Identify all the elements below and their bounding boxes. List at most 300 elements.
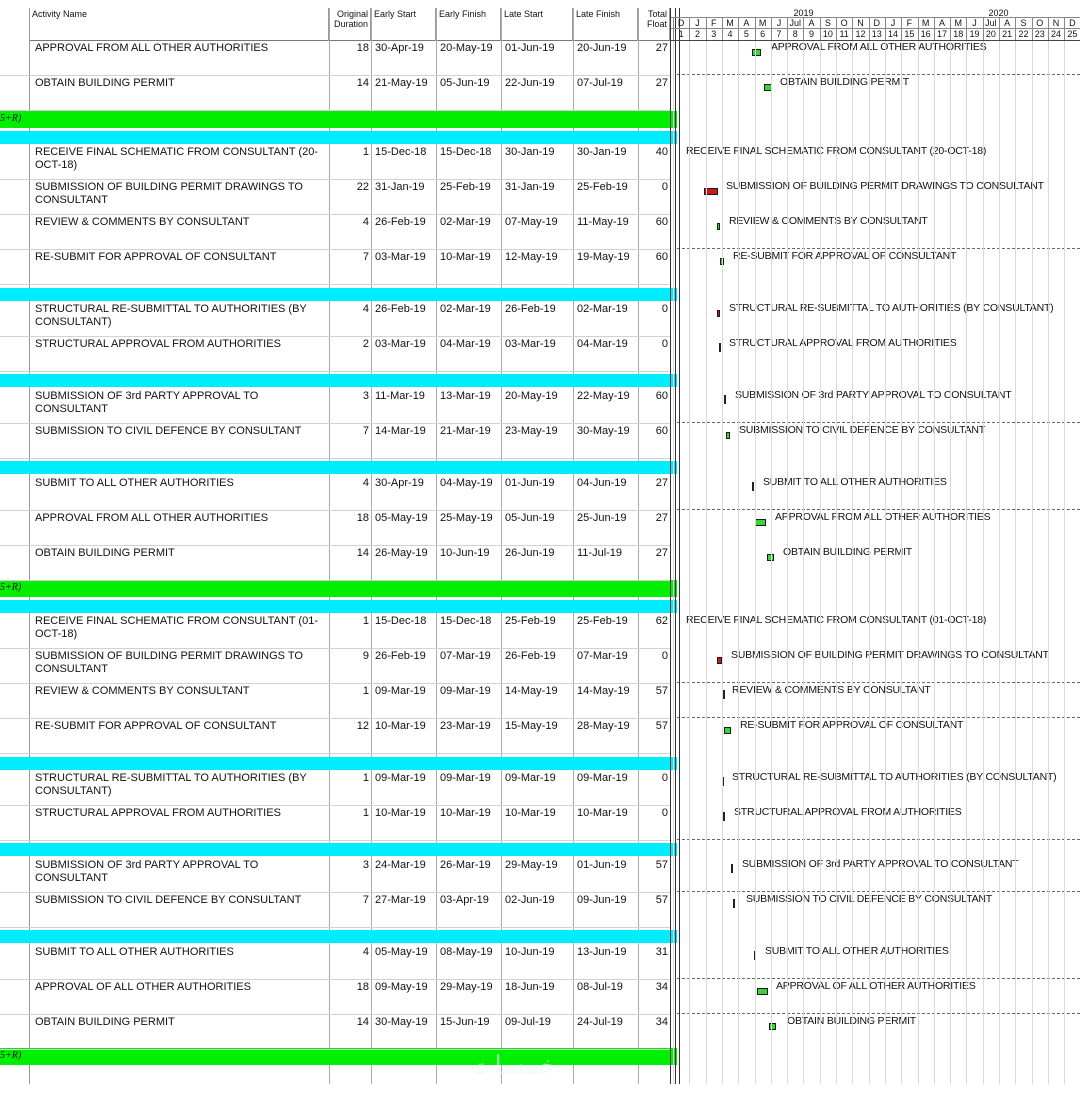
timeline-period: 23 — [1034, 29, 1045, 39]
late-finish-cell: 07-Mar-19 — [577, 650, 628, 662]
early-start-cell: 30-May-19 — [375, 1016, 428, 1028]
late-start-cell: 25-Feb-19 — [505, 615, 556, 627]
timeline-period: 24 — [1051, 29, 1062, 39]
gantt-bar-label: OBTAIN BUILDING PERMIT — [787, 1015, 917, 1027]
early-start-cell: 09-Mar-19 — [375, 685, 426, 697]
timeline-grid — [901, 18, 902, 41]
timeline-month: D — [1069, 18, 1076, 28]
gantt-gridline — [722, 41, 723, 1084]
timeline-month: Jul — [985, 18, 997, 28]
duration-cell: 14 — [356, 77, 369, 89]
activity-name-cell: OBTAIN BUILDING PERMIT — [35, 1016, 175, 1028]
early-start-cell: 05-May-19 — [375, 946, 428, 958]
total-float-cell: 60 — [655, 216, 668, 228]
late-start-cell: 26-Jun-19 — [505, 547, 555, 559]
timeline-grid — [803, 18, 804, 41]
timeline-year-2020: 2020 — [988, 8, 1009, 18]
timeline-grid — [1048, 18, 1049, 41]
row-divider — [0, 110, 670, 111]
gantt-gridline — [983, 41, 984, 1084]
early-finish-cell: 02-Mar-19 — [440, 216, 491, 228]
early-finish-cell: 05-Jun-19 — [440, 77, 490, 89]
gantt-gridline — [918, 41, 919, 1084]
gantt-gridline — [820, 41, 821, 1084]
row-divider — [0, 371, 670, 372]
timeline-period: 10 — [822, 29, 833, 39]
total-float-cell: 27 — [655, 42, 668, 54]
late-finish-cell: 25-Feb-19 — [577, 181, 628, 193]
early-finish-cell: 02-Mar-19 — [440, 303, 491, 315]
timeline-month: M — [954, 18, 962, 28]
row-divider — [0, 336, 670, 337]
timeline-year-2019: 2019 — [793, 8, 814, 18]
timeline-month: Jul — [789, 18, 801, 28]
total-float-cell: 57 — [655, 894, 668, 906]
duration-cell: 4 — [362, 216, 369, 228]
timeline-month: S — [824, 18, 831, 28]
wbs-band[interactable] — [0, 111, 670, 128]
late-finish-cell: 25-Jun-19 — [577, 512, 627, 524]
header-late-finish[interactable]: Late Finish — [573, 8, 638, 41]
early-finish-cell: 09-Mar-19 — [440, 772, 491, 784]
timeline-grid — [706, 18, 707, 41]
duration-cell: 7 — [362, 251, 369, 263]
row-divider — [0, 249, 670, 250]
row-divider — [0, 545, 670, 546]
timeline-month: O — [840, 18, 848, 28]
early-start-cell: 27-Mar-19 — [375, 894, 426, 906]
timeline-month: D — [677, 18, 685, 28]
header-total-float[interactable]: Total Float — [638, 8, 670, 41]
gantt-gridline — [1048, 41, 1049, 1084]
early-start-cell: 26-Feb-19 — [375, 303, 426, 315]
early-finish-cell: 15-Dec-18 — [440, 146, 492, 158]
timeline-period: 25 — [1067, 29, 1078, 39]
late-finish-cell: 28-May-19 — [577, 720, 630, 732]
early-start-cell: 15-Dec-18 — [375, 615, 427, 627]
gantt-bar-label: SUBMISSION OF 3rd PARTY APPROVAL TO CONSULTANT — [735, 389, 1012, 401]
gantt-bar-label: RECEIVE FINAL SCHEMATIC FROM CONSULTANT (01-OCT-18) — [686, 614, 987, 626]
timeline-header-border — [671, 17, 1080, 18]
timeline-grid — [852, 18, 853, 41]
wbs-subband[interactable] — [0, 131, 670, 144]
timeline-grid — [918, 18, 919, 41]
timeline-period: 12 — [855, 29, 866, 39]
timeline-period: 22 — [1018, 29, 1029, 39]
late-start-cell: 03-Mar-19 — [505, 338, 556, 350]
late-start-cell: 01-Jun-19 — [505, 42, 555, 54]
timeline-month: S — [1020, 18, 1027, 28]
timeline-grid — [771, 18, 772, 41]
activity-name-cell: STRUCTURAL RE-SUBMITTAL TO AUTHORITIES (BY CONSULTANT) — [35, 303, 307, 328]
late-start-cell: 01-Jun-19 — [505, 477, 555, 489]
late-start-cell: 18-Jun-19 — [505, 981, 555, 993]
wbs-band-label: 5+R) — [0, 113, 22, 124]
row-divider — [0, 805, 670, 806]
duration-cell: 7 — [362, 425, 369, 437]
row-divider — [0, 214, 670, 215]
late-finish-cell: 10-Mar-19 — [577, 807, 628, 819]
column-divider — [638, 8, 639, 1084]
late-finish-cell: 13-Jun-19 — [577, 946, 627, 958]
total-float-cell: 60 — [655, 390, 668, 402]
timeline-period: 9 — [809, 29, 815, 39]
timeline-grid — [983, 18, 984, 41]
timeline-grid — [1064, 18, 1065, 41]
early-finish-cell: 03-Apr-19 — [440, 894, 489, 906]
total-float-cell: 0 — [661, 650, 668, 662]
timeline-month: N — [857, 18, 864, 28]
activity-name-cell: RECEIVE FINAL SCHEMATIC FROM CONSULTANT (01-OCT-18) — [35, 615, 318, 640]
late-finish-cell: 30-May-19 — [577, 425, 630, 437]
row-divider — [0, 179, 670, 180]
timeline-period: 4 — [727, 29, 733, 39]
timeline-grid — [1032, 18, 1033, 41]
early-finish-cell: 10-Mar-19 — [440, 251, 491, 263]
watermark-logo: خمسات — [470, 1050, 557, 1080]
gantt-gridline — [901, 41, 902, 1084]
late-start-cell: 29-May-19 — [505, 859, 558, 871]
total-float-cell: 0 — [661, 181, 668, 193]
timeline-grid — [836, 18, 837, 41]
activity-name-cell: STRUCTURAL APPROVAL FROM AUTHORITIES — [35, 338, 281, 350]
activity-name-cell: STRUCTURAL RE-SUBMITTAL TO AUTHORITIES (BY CONSULTANT) — [35, 772, 307, 797]
early-start-cell: 05-May-19 — [375, 512, 428, 524]
row-divider — [0, 580, 670, 581]
duration-cell: 4 — [362, 946, 369, 958]
timeline-month: F — [906, 18, 913, 28]
early-start-cell: 31-Jan-19 — [375, 181, 425, 193]
wbs-band[interactable] — [0, 580, 670, 597]
gantt-gridline — [673, 41, 674, 1084]
gantt-gridline — [1064, 41, 1065, 1084]
row-divider — [0, 510, 670, 511]
activity-name-cell: REVIEW & COMMENTS BY CONSULTANT — [35, 685, 250, 697]
total-float-cell: 60 — [655, 425, 668, 437]
activity-name-cell: OBTAIN BUILDING PERMIT — [35, 77, 175, 89]
early-start-cell: 26-Feb-19 — [375, 650, 426, 662]
timeline-grid — [689, 18, 690, 41]
timeline-month: M — [758, 18, 767, 28]
early-finish-cell: 08-May-19 — [440, 946, 493, 958]
duration-cell: 1 — [362, 807, 369, 819]
gantt-bar-label: SUBMISSION OF BUILDING PERMIT DRAWINGS TO CONSULTANT — [726, 180, 1044, 192]
total-float-cell: 0 — [661, 303, 668, 315]
activity-name-cell: SUBMISSION OF BUILDING PERMIT DRAWINGS TO CONSULTANT — [35, 181, 303, 206]
timeline-period: 18 — [953, 29, 964, 39]
activity-name-cell: OBTAIN BUILDING PERMIT — [35, 547, 175, 559]
timeline-period: 11 — [839, 29, 849, 39]
duration-cell: 18 — [356, 512, 369, 524]
row-divider — [0, 979, 670, 980]
timeline-period: 17 — [936, 29, 947, 39]
row-divider — [0, 683, 670, 684]
late-start-cell: 09-Jul-19 — [505, 1016, 551, 1028]
late-finish-cell: 14-May-19 — [577, 685, 630, 697]
wbs-subband[interactable] — [0, 930, 670, 943]
header-original-duration[interactable]: Original Duration — [329, 8, 371, 41]
timeline-period: 21 — [1002, 29, 1013, 39]
timeline-month: A — [1004, 18, 1011, 28]
row-divider — [0, 1049, 670, 1050]
early-finish-cell: 25-Feb-19 — [440, 181, 491, 193]
row-divider — [0, 753, 670, 754]
row-divider — [0, 423, 670, 424]
column-divider — [573, 8, 574, 1084]
early-finish-cell: 21-Mar-19 — [440, 425, 491, 437]
gantt-bar-label: SUBMISSION TO CIVIL DEFENCE BY CONSULTANT — [746, 893, 992, 905]
early-finish-cell: 23-Mar-19 — [440, 720, 491, 732]
wbs-subband[interactable] — [0, 461, 670, 474]
late-finish-cell: 09-Mar-19 — [577, 772, 628, 784]
wbs-subband[interactable] — [0, 374, 670, 387]
early-start-cell: 30-Apr-19 — [375, 42, 424, 54]
total-float-cell: 57 — [655, 720, 668, 732]
early-finish-cell: 10-Jun-19 — [440, 547, 490, 559]
timeline-grid — [950, 18, 951, 41]
late-finish-cell: 30-Jan-19 — [577, 146, 627, 158]
late-finish-cell: 24-Jul-19 — [577, 1016, 623, 1028]
total-float-cell: 57 — [655, 859, 668, 871]
early-start-cell: 09-May-19 — [375, 981, 428, 993]
gantt-gridline — [787, 41, 788, 1084]
timeline-grid — [722, 18, 723, 41]
gantt-bar-label: RECEIVE FINAL SCHEMATIC FROM CONSULTANT (20-OCT-18) — [686, 145, 987, 157]
late-finish-cell: 01-Jun-19 — [577, 859, 627, 871]
late-start-cell: 22-Jun-19 — [505, 77, 555, 89]
gantt-gridline — [885, 41, 886, 1084]
row-divider — [0, 284, 670, 285]
header-activity-name[interactable]: Activity Name — [29, 8, 329, 41]
activity-name-cell: SUBMIT TO ALL OTHER AUTHORITIES — [35, 477, 234, 489]
gantt-gridline — [869, 41, 870, 1084]
early-start-cell: 11-Mar-19 — [375, 390, 425, 402]
timeline-period: 2 — [694, 29, 700, 39]
timeline-header-border — [671, 40, 1080, 41]
late-finish-cell: 08-Jul-19 — [577, 981, 623, 993]
gantt-bar-label: APPROVAL OF ALL OTHER AUTHORITIES — [776, 980, 976, 992]
column-divider — [501, 8, 502, 1084]
wbs-band-label: 5+R) — [0, 582, 22, 593]
early-finish-cell: 26-Mar-19 — [440, 859, 491, 871]
activity-name-cell: APPROVAL FROM ALL OTHER AUTHORITIES — [35, 42, 269, 54]
early-finish-cell: 20-May-19 — [440, 42, 493, 54]
row-divider — [0, 892, 670, 893]
timeline-period: 13 — [871, 29, 882, 39]
timeline-month: A — [808, 18, 815, 28]
late-finish-cell: 04-Mar-19 — [577, 338, 628, 350]
timeline-month: J — [972, 18, 977, 28]
timeline-grid — [966, 18, 967, 41]
header-early-finish[interactable]: Early Finish — [436, 8, 501, 41]
total-float-cell: 40 — [655, 146, 668, 158]
timeline-month: M — [726, 18, 734, 28]
total-float-cell: 57 — [655, 685, 668, 697]
row-divider — [0, 840, 670, 841]
header-early-start[interactable]: Early Start — [371, 8, 436, 41]
early-start-cell: 30-Apr-19 — [375, 477, 424, 489]
total-float-cell: 34 — [655, 1016, 668, 1028]
gantt-gridline — [999, 41, 1000, 1084]
wbs-subband[interactable] — [0, 843, 670, 856]
duration-cell: 4 — [362, 477, 369, 489]
late-start-cell: 14-May-19 — [505, 685, 558, 697]
row-divider — [0, 648, 670, 649]
late-start-cell: 12-May-19 — [505, 251, 558, 263]
timeline-month: O — [1036, 18, 1044, 28]
activity-name-cell: SUBMISSION TO CIVIL DEFENCE BY CONSULTANT — [35, 425, 302, 437]
wbs-subband[interactable] — [0, 600, 670, 613]
timeline-month: A — [743, 18, 750, 28]
early-finish-cell: 07-Mar-19 — [440, 650, 491, 662]
wbs-band[interactable] — [0, 1048, 670, 1065]
late-finish-cell: 25-Feb-19 — [577, 615, 628, 627]
early-start-cell: 15-Dec-18 — [375, 146, 427, 158]
early-finish-cell: 29-May-19 — [440, 981, 493, 993]
late-start-cell: 31-Jan-19 — [505, 181, 555, 193]
late-start-cell: 20-May-19 — [505, 390, 558, 402]
wbs-subband[interactable] — [0, 757, 670, 770]
gantt-bar-label: SUBMISSION TO CIVIL DEFENCE BY CONSULTANT — [739, 424, 985, 436]
header-late-start[interactable]: Late Start — [501, 8, 573, 41]
timeline-grid — [820, 18, 821, 41]
early-start-cell: 21-May-19 — [375, 77, 428, 89]
activity-name-cell: RE-SUBMIT FOR APPROVAL OF CONSULTANT — [35, 251, 277, 263]
early-start-cell: 14-Mar-19 — [375, 425, 426, 437]
late-finish-cell: 22-May-19 — [577, 390, 630, 402]
gantt-bar-label: RE-SUBMIT FOR APPROVAL OF CONSULTANT — [733, 250, 957, 262]
row-divider — [0, 927, 670, 928]
duration-cell: 18 — [356, 981, 369, 993]
timeline-period: 6 — [760, 29, 766, 39]
timeline-period: 15 — [904, 29, 915, 39]
gantt-chart — [670, 8, 1080, 1084]
activity-name-cell: RECEIVE FINAL SCHEMATIC FROM CONSULTANT (20-OCT-18) — [35, 146, 318, 171]
total-float-cell: 31 — [655, 946, 668, 958]
timeline-month: D — [873, 18, 880, 28]
gantt-bar-label: SUBMIT TO ALL OTHER AUTHORITIES — [765, 945, 949, 957]
gantt-bar-label: OBTAIN BUILDING PERMIT — [780, 76, 910, 88]
gantt-gridline — [755, 41, 756, 1084]
timeline-grid — [1015, 18, 1016, 41]
duration-cell: 1 — [362, 615, 369, 627]
early-finish-cell: 15-Jun-19 — [440, 1016, 490, 1028]
gantt-data-date-line — [675, 8, 680, 1084]
early-finish-cell: 15-Dec-18 — [440, 615, 492, 627]
gantt-bar-label: STRUCTURAL APPROVAL FROM AUTHORITIES — [734, 806, 962, 818]
timeline-period: 3 — [711, 29, 717, 39]
row-divider — [0, 458, 670, 459]
timeline-month: F — [710, 18, 717, 28]
late-finish-cell: 07-Jul-19 — [577, 77, 623, 89]
late-finish-cell: 11-May-19 — [577, 216, 629, 228]
duration-cell: 9 — [362, 650, 369, 662]
timeline-period: 14 — [888, 29, 899, 39]
activity-name-cell: SUBMIT TO ALL OTHER AUTHORITIES — [35, 946, 234, 958]
gantt-gridline — [1015, 41, 1016, 1084]
gantt-gridline — [706, 41, 707, 1084]
timeline-month: M — [921, 18, 930, 28]
activity-name-cell: APPROVAL OF ALL OTHER AUTHORITIES — [35, 981, 251, 993]
duration-cell: 14 — [356, 547, 369, 559]
early-start-cell: 26-Feb-19 — [375, 216, 426, 228]
timeline-month: N — [1052, 18, 1060, 28]
gantt-bar-label: STRUCTURAL RE-SUBMITTAL TO AUTHORITIES (BY CONSULTANT) — [732, 771, 1057, 783]
duration-cell: 12 — [356, 720, 369, 732]
timeline-grid — [755, 18, 756, 41]
activity-name-cell: RE-SUBMIT FOR APPROVAL OF CONSULTANT — [35, 720, 277, 732]
timeline-month: J — [890, 18, 896, 28]
timeline-grid — [869, 18, 870, 41]
duration-cell: 22 — [356, 181, 369, 193]
early-finish-cell: 04-May-19 — [440, 477, 493, 489]
timeline-month: J — [776, 18, 782, 28]
late-start-cell: 05-Jun-19 — [505, 512, 555, 524]
activity-name-cell: SUBMISSION OF 3rd PARTY APPROVAL TO CONSULTANT — [35, 390, 259, 415]
late-start-cell: 30-Jan-19 — [505, 146, 555, 158]
gantt-gridline — [771, 41, 772, 1084]
total-float-cell: 0 — [661, 807, 668, 819]
gantt-bar-label: STRUCTURAL APPROVAL FROM AUTHORITIES — [729, 337, 957, 349]
timeline-period: 7 — [776, 29, 782, 39]
early-start-cell: 03-Mar-19 — [375, 251, 426, 263]
late-finish-cell: 20-Jun-19 — [577, 42, 627, 54]
late-finish-cell: 09-Jun-19 — [577, 894, 627, 906]
early-start-cell: 03-Mar-19 — [375, 338, 426, 350]
wbs-subband[interactable] — [0, 288, 670, 301]
duration-cell: 3 — [362, 390, 369, 402]
timeline-period: 1 — [678, 29, 684, 39]
total-float-cell: 0 — [661, 772, 668, 784]
total-float-cell: 60 — [655, 251, 668, 263]
late-finish-cell: 19-May-19 — [577, 251, 630, 263]
gantt-gridline — [803, 41, 804, 1084]
timeline-grid — [673, 18, 674, 41]
timeline-period: 5 — [743, 29, 749, 39]
early-start-cell: 24-Mar-19 — [375, 859, 426, 871]
duration-cell: 4 — [362, 303, 369, 315]
late-finish-cell: 11-Jul-19 — [577, 547, 623, 559]
left-indent-column — [0, 8, 30, 1084]
gantt-bar-label: OBTAIN BUILDING PERMIT — [783, 546, 913, 558]
column-divider — [436, 8, 437, 1084]
late-start-cell: 26-Feb-19 — [505, 303, 556, 315]
wbs-band-label: 5+R) — [0, 1050, 22, 1061]
timeline-period: 20 — [985, 29, 996, 39]
duration-cell: 1 — [362, 772, 369, 784]
gantt-bar-label: SUBMISSION OF 3rd PARTY APPROVAL TO CONSULTANT — [742, 858, 1019, 870]
total-float-cell: 27 — [655, 547, 668, 559]
gantt-gridline — [852, 41, 853, 1084]
late-start-cell: 09-Mar-19 — [505, 772, 556, 784]
timeline-grid — [999, 18, 1000, 41]
gantt-bar-label: REVIEW & COMMENTS BY CONSULTANT — [729, 215, 928, 227]
late-start-cell: 10-Jun-19 — [505, 946, 555, 958]
gantt-bar-label: STRUCTURAL RE-SUBMITTAL TO AUTHORITIES (BY CONSULTANT) — [729, 302, 1054, 314]
activity-name-cell: SUBMISSION TO CIVIL DEFENCE BY CONSULTANT — [35, 894, 302, 906]
early-start-cell: 26-May-19 — [375, 547, 428, 559]
early-finish-cell: 25-May-19 — [440, 512, 493, 524]
timeline-grid — [738, 18, 739, 41]
gantt-bar-label: SUBMISSION OF BUILDING PERMIT DRAWINGS TO CONSULTANT — [731, 649, 1049, 661]
duration-cell: 3 — [362, 859, 369, 871]
late-start-cell: 26-Feb-19 — [505, 650, 556, 662]
gantt-bar-label: APPROVAL FROM ALL OTHER AUTHORITIES — [771, 41, 987, 53]
total-float-cell: 27 — [655, 512, 668, 524]
early-finish-cell: 10-Mar-19 — [440, 807, 491, 819]
timeline-header-border — [671, 28, 1080, 29]
duration-cell: 7 — [362, 894, 369, 906]
